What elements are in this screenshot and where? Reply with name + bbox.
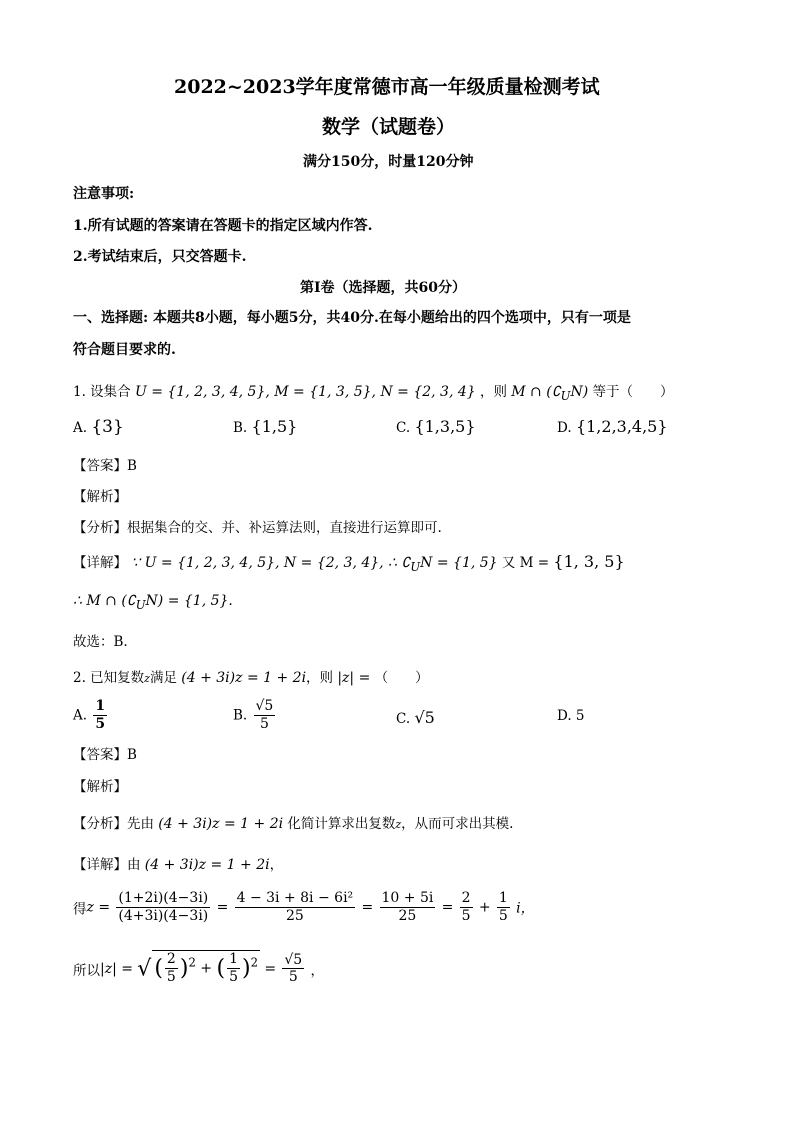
q2-frac-2 [235,890,356,925]
q1-prefix: 1. 设集合 [73,384,131,400]
note-item-1: 1.所有试题的答案请在答题卡的指定区域内作答. [73,218,373,234]
q2-frac-2-num: 4 − 3i + 8i − 6i² [236,890,354,906]
equals-sign-4: = [264,960,277,977]
plus-sign: + [478,899,491,916]
equals-sign-1: = [216,899,229,916]
q2-detail-line1 [73,853,283,873]
equals-sign-3: = [441,899,454,916]
q2-option-a [73,698,109,733]
q2-detail-tag: 【详解】 [73,857,127,873]
q2-frac-3-den: 25 [398,907,417,924]
q1-detail-eq2-main: ∴ M ∩ (∁ [73,593,136,609]
q2-modulus [73,950,324,986]
q2-mod-frac-1-num: 2 [166,951,176,967]
q2-mod-frac-2-num: 1 [229,951,239,967]
q2-fenxi-c: ，从而可求出其模. [401,816,514,832]
q2-detail-eq: (4 + 3i)z = 1 + 2i [144,857,270,873]
q1-option-a [73,417,124,437]
q2-frac-5-den: 5 [498,907,508,924]
q2-option-b-den: 5 [259,715,269,732]
q1-detail-line1 [73,551,625,574]
q1-fenxi-text: 根据集合的交、并、补运算法则，直接进行运算即可. [127,520,442,536]
q1-detail-eq1 [131,555,498,574]
q2-derivation-prefix: 得 [73,901,87,918]
q1-option-b-value: {1,5} [251,417,298,436]
close-paren-2: ) [242,955,251,981]
exam-subtitle: 数学（试题卷） [322,116,456,138]
q2-fenxi-a: 先由 [127,816,154,832]
q2-derivation-i: i， [516,900,535,917]
q2-option-c-value: √5 [414,708,435,727]
q2-frac-4-den: 5 [461,907,471,924]
plus-sign-2: + [195,960,217,977]
square-exp-1: 2 [188,955,196,970]
q2-option-c [396,708,435,727]
q2-mod-result-num: √5 [284,951,303,968]
q2-mid: 满足 [149,670,177,686]
q1-choice: 故选：B. [73,634,128,650]
q1-detail-line2 [73,593,233,612]
q1-detail-eq2-sub: U [135,597,146,612]
q2-mod-frac-2 [227,951,240,986]
q2-analysis-tag: 【解析】 [73,779,127,795]
q1-suffix: 等于（ ） [592,384,674,400]
q1-detail-eq1-sub: U [410,559,421,574]
notes-heading: 注意事项: [73,186,135,202]
q2-option-b-label: B. [233,707,248,724]
q2-modulus-radicand [152,950,260,986]
q2-frac-5 [497,890,510,925]
q2-option-b-num: √5 [255,698,274,714]
q2-fenxi [73,812,513,832]
exam-title: 2022~2023学年度常德市高一年级质量检测考试 [174,76,600,98]
q2-detail-a: 由 [127,857,141,873]
q2-option-d: D. 5 [557,708,585,724]
q2-frac-5-num: 1 [498,890,508,906]
q2-mid2: ，则 [306,670,334,686]
q1-option-b [233,417,297,436]
q2-modulus-z: |z| = [100,960,133,977]
equals-sign-2: = [361,899,374,916]
q1-fenxi [73,516,442,536]
q1-detail-eq2 [73,593,233,612]
q1-detail-eq1-main: ∵ U = {1, 2, 3, 4, 5}, N = {2, 3, 4}, ∴ ∁ [131,555,411,571]
q2-modulus-prefix: 所以 [73,962,100,979]
q2-answer [73,743,137,763]
q1-stem [73,380,673,403]
q1-option-b-label: B. [233,420,248,436]
q2-derivation [73,890,535,925]
q2-detail-b: ， [269,857,284,873]
q2-answer-value: B [127,747,137,763]
q1-expr [511,384,589,403]
q1-answer [73,454,137,474]
q2-mod-frac-1-den: 5 [166,968,176,985]
q2-option-c-label: C. [396,711,411,727]
q1-expr-main: M ∩ (∁ [511,384,561,400]
q2-frac-4 [460,890,473,925]
section-part: 第Ⅰ卷（选择题，共60分） [300,280,467,296]
q2-mod-result-den: 5 [288,969,298,986]
note-item-2: 2.考试结束后，只交答题卡. [73,249,247,265]
q1-option-d [557,417,668,436]
q2-option-b [233,698,277,733]
q2-mod-frac-1 [165,951,178,986]
q2-option-b-fraction [254,698,276,733]
q1-option-a-value: {3} [91,417,124,437]
q2-option-a-den: 5 [95,715,106,732]
q2-mod-result [282,952,304,987]
q1-sets: U = {1, 2, 3, 4, 5}, M = {1, 3, 5}, N = {2, 3, 4} [134,384,476,400]
q2-modulus-end: ， [310,962,324,979]
q2-fenxi-tag: 【分析】 [73,816,127,832]
score-time: 满分150分，时量120分钟 [303,154,474,170]
q2-abs-z: |z| = [337,670,371,686]
q2-suffix: （ ） [374,670,429,686]
q1-detail-again: 又 M = [501,555,550,571]
q2-fenxi-z: z [395,818,402,831]
q1-option-c [396,417,476,436]
section-intro-line1: 一、选择题: 本题共8小题，每小题5分，共40分.在每小题给出的四个选项中，只有一项是 [73,310,631,326]
q2-frac-1-den: (4+3i)(4−3i) [118,907,209,924]
q2-option-a-num: 1 [95,698,106,714]
q2-frac-3-num: 10 + 5i [381,890,434,906]
q1-detail-eq1-end: N = {1, 5} [420,555,498,571]
q1-answer-value: B [127,458,137,474]
q2-frac-2-den: 25 [285,907,304,924]
q1-expr-end: N) [570,384,589,400]
q1-detail-tag: 【详解】 [73,555,127,571]
q2-fenxi-b: 化简计算求出复数 [287,816,396,832]
q2-option-a-label: A. [73,707,88,724]
q2-answer-tag: 【答案】 [73,747,127,763]
q1-option-d-label: D. [557,420,572,436]
open-paren: ( [154,955,163,981]
q2-option-a-fraction [93,698,107,733]
q1-option-c-value: {1,3,5} [414,417,476,436]
q1-fenxi-tag: 【分析】 [73,520,127,536]
q2-frac-4-num: 2 [461,890,471,906]
q2-fenxi-eq: (4 + 3i)z = 1 + 2i [158,816,284,832]
q1-detail-set-m: {1, 3, 5} [553,552,625,571]
q2-frac-3 [380,890,436,925]
q1-option-c-label: C. [396,420,411,436]
close-paren: ) [179,955,189,981]
q2-equation: (4 + 3i)z = 1 + 2i [181,670,307,686]
q1-option-d-value: {1,2,3,4,5} [575,417,668,436]
q1-mid: ，则 [479,384,507,400]
q1-analysis-tag: 【解析】 [73,489,127,505]
q2-stem [73,666,429,686]
sqrt-icon: √ [137,956,152,982]
q2-mod-frac-2-den: 5 [229,968,239,985]
q1-expr-sub: U [560,388,571,403]
q2-prefix: 2. 已知复数 [73,670,145,686]
q2-z: z [144,672,150,685]
section-intro-line2: 符合题目要求的. [73,342,176,358]
q2-frac-1-num: (1+2i)(4−3i) [118,890,209,906]
q1-answer-tag: 【答案】 [73,458,127,474]
q2-frac-1 [116,890,210,925]
q2-derivation-z: z = [86,899,111,916]
q1-detail-eq2-end: N) = {1, 5}. [145,593,233,609]
square-exp-2: 2 [250,955,259,970]
q1-option-a-label: A. [73,420,88,436]
open-paren-2: ( [216,955,226,981]
